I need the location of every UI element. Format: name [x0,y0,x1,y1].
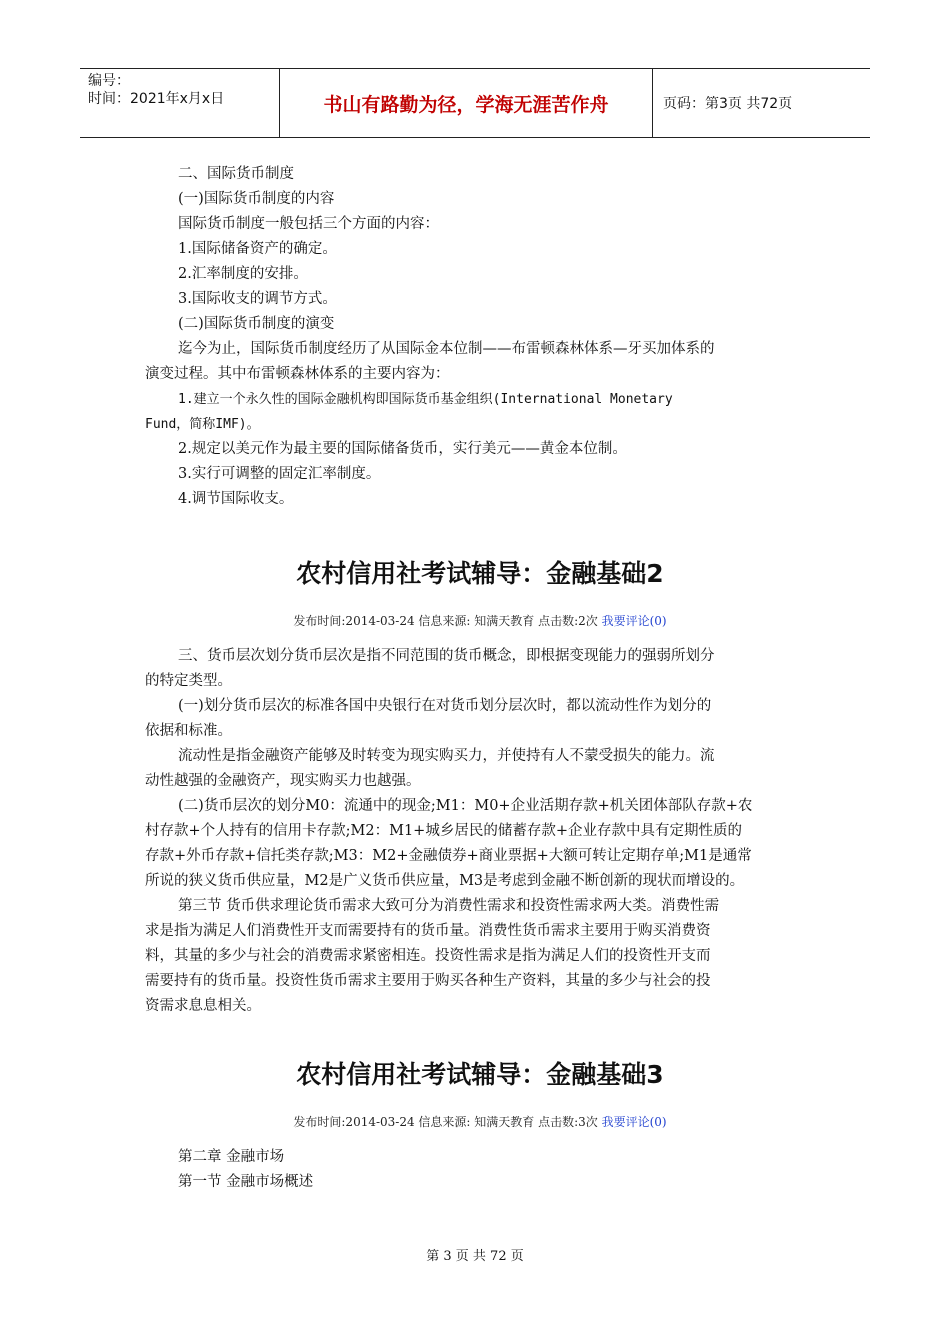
paragraph-line: 所说的狭义货币供应量，M2是广义货币供应量，M3是考虑到金融不断创新的现状而增设的。 [145,873,745,889]
paragraph-line: 需要持有的货币量。投资性货币需求主要用于购买各种生产资料，其量的多少与社会的投 [145,973,711,989]
paragraph-line: 第三节 货币供求理论货币需求大致可分为消费性需求和投资性需求两大类。消费性需 [178,898,720,914]
list-item: 3.实行可调整的固定汇率制度。 [178,466,381,482]
paragraph-line: 流动性是指金融资产能够及时转变为现实购买力，并使持有人不蒙受损失的能力。流 [178,748,715,764]
list-item-line: 1.建立一个永久性的国际金融机构即国际货币基金组织(International Monetary [178,392,673,407]
paragraph-line: 迄今为止，国际货币制度经历了从国际金本位制——布雷顿森林体系—牙买加体系的 [178,341,715,357]
article-meta-text: 发布时间:2014-03-24 信息来源: 知满天教育 点击数:3次 [293,1115,602,1129]
page-footer: 第 3 页 共 72 页 [426,1249,524,1264]
article-meta [145,612,815,630]
article-title: 农村信用社考试辅导：金融基础2 [296,559,664,588]
paragraph-line: 料，其量的多少与社会的消费需求紧密相连。投资性需求是指为满足人们的投资性开支而 [145,948,711,964]
paragraph-line: 第二章 金融市场 [178,1149,285,1165]
paragraph-line: 依据和标准。 [145,723,232,739]
section1-line: 1.国际储备资产的确定。 [178,241,337,257]
paragraph-line: 的特定类型。 [145,673,232,689]
section1-line: 2.汇率制度的安排。 [178,266,308,282]
paragraph-line: 第一节 金融市场概述 [178,1174,314,1190]
header-page-info: 页码：第3页 共72页 [663,96,793,112]
document-body [145,162,815,1195]
paragraph-line: (二)货币层次的划分M0：流通中的现金;M1：M0+企业活期存款+机关团体部队存款+农 [178,798,753,814]
article-meta [145,1113,815,1131]
paragraph-line: (一)划分货币层次的标准各国中央银行在对货币划分层次时，都以流动性作为划分的 [178,698,712,714]
header-left-cell [80,69,280,137]
section1-line: 国际货币制度一般包括三个方面的内容： [178,216,439,232]
page-header [80,68,870,138]
paragraph-line: 求是指为满足人们消费性开支而需要持有的货币量。消费性货币需求主要用于购买消费资 [145,923,711,939]
list-item: 4.调节国际收支。 [178,491,294,507]
article-title: 农村信用社考试辅导：金融基础3 [296,1060,664,1089]
section1-line: 二、国际货币制度 [178,166,294,182]
paragraph-line: 动性越强的金融资产，现实购买力也越强。 [145,773,421,789]
paragraph-line: 村存款+个人持有的信用卡存款;M2：M1+城乡居民的储蓄存款+企业存款中具有定期性质的 [145,823,742,839]
header-motto: 书山有路勤为径，学海无涯苦作舟 [280,69,653,137]
paragraph-line: 资需求息息相关。 [145,998,261,1014]
header-time-label: 时间：2021年x月x日 [88,91,225,107]
header-number-label: 编号： [88,73,130,89]
list-item: 2.规定以美元作为最主要的国际储备货币，实行美元——黄金本位制。 [178,441,627,457]
comment-link[interactable]: 我要评论(0) [601,614,667,628]
list-item-line: Fund，简称IMF)。 [145,417,260,432]
article-meta-text: 发布时间:2014-03-24 信息来源: 知满天教育 点击数:2次 [293,614,602,628]
section1-line: 3.国际收支的调节方式。 [178,291,337,307]
paragraph-line: 存款+外币存款+信托类存款;M3：M2+金融债券+商业票据+大额可转让定期存单;M1是通常 [145,848,752,864]
comment-link[interactable]: 我要评论(0) [601,1115,667,1129]
paragraph-line: 演变过程。其中布雷顿森林体系的主要内容为： [145,366,450,382]
section1-line: (一)国际货币制度的内容 [178,191,335,207]
section1-line: (二)国际货币制度的演变 [178,316,335,332]
paragraph-line: 三、货币层次划分货币层次是指不同范围的货币概念，即根据变现能力的强弱所划分 [178,648,715,664]
